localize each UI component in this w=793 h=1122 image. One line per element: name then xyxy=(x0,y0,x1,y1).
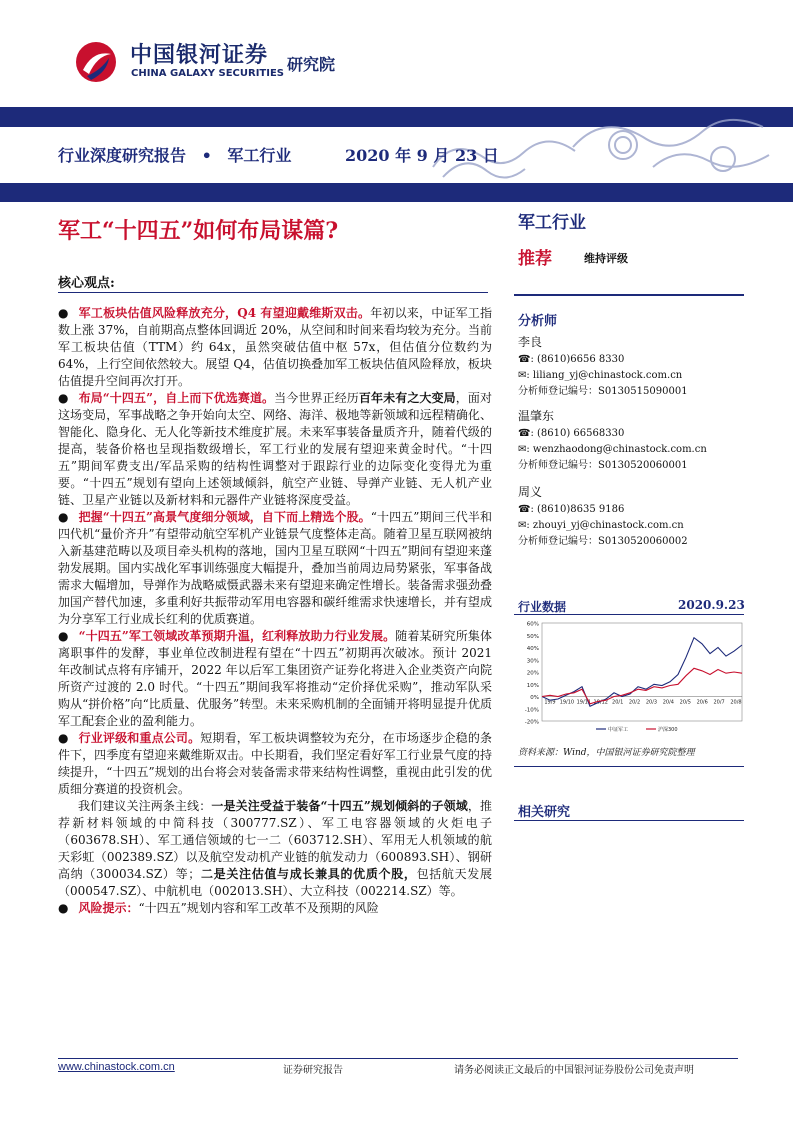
report-industry: 军工行业 xyxy=(227,146,292,165)
paragraph-text: ，推荐新材料领域的中简科技（300777.SZ）、军工电容器领域的火炬电子（603678.SH）、军工通信领域的七一二（603712.SH）、军用无人机领域的航天彩虹（002389.SZ）以及航空发动机产业链的航发动力（600893.SH）、钢研高纳（300034.SZ）等； xyxy=(58,799,492,881)
y-tick-label: 60% xyxy=(526,621,539,628)
analyst-name: 周义 xyxy=(518,485,543,499)
paragraph-text: ，面对这场变局，军事战略之争开始向太空、网络、海洋、极地等新领域和远程精确化、智能化、隐身化、无人化等新技术维度扩展。未来军事装备量质齐升，随着代级的提高，装备价格也呈现指数级增长，军工行业的发展有望迎来黄金时代。“十四五”期间军费支出/军品采购的结构性调整对于跟踪行业的边际变化变得尤为重要。“十四五”规划有望向上述领域倾斜，航空产业链、导弹产业链、无人机产业链、卫星产业链以及新材料和元器件产业链将深度受益。 xyxy=(58,391,492,507)
analyst-card xyxy=(518,332,744,400)
y-tick-label: 0% xyxy=(530,695,539,701)
y-tick-label: 10% xyxy=(526,682,539,689)
market-divider xyxy=(514,614,744,615)
paragraph-lead: 风险提示： xyxy=(78,901,139,915)
y-tick-label: 20% xyxy=(526,670,539,677)
analyst-card xyxy=(518,482,744,550)
report-type: 行业深度研究报告 xyxy=(58,146,187,165)
paragraph-text: 包括航天发展（000547.SZ）、中航机电（002013.SH）、大立科技（002214.SZ）等。 xyxy=(58,867,492,898)
analyst-registration: 分析师登记编号：S0130520060002 xyxy=(518,536,688,547)
analyst-registration: 分析师登记编号：S0130520060001 xyxy=(518,460,688,471)
x-tick-label: 20/6 xyxy=(696,699,708,706)
source-divider xyxy=(514,766,744,767)
paragraph-segments xyxy=(58,509,492,628)
x-tick-label: 19/12 xyxy=(593,699,608,706)
footer-website-link[interactable]: www.chinastock.com.cn xyxy=(58,1061,175,1073)
sidebar-industry: 军工行业 xyxy=(518,213,586,233)
header-logo xyxy=(55,34,365,92)
y-tick-label: 30% xyxy=(526,658,539,665)
sidebar-rating: 推荐 xyxy=(518,249,552,269)
paragraph-picks xyxy=(58,798,492,900)
y-tick-label: -10% xyxy=(524,707,539,714)
footer-report-label: 证券研究报告 xyxy=(283,1065,343,1076)
x-tick-label: 20/8 xyxy=(730,699,742,706)
sidebar-divider xyxy=(514,294,744,296)
analyst-name: 李良 xyxy=(518,335,543,349)
paragraph-text: 当今世界正经历 xyxy=(274,391,359,405)
bullet: ● xyxy=(58,391,69,405)
legend-label: 中证军工 xyxy=(608,727,629,733)
x-tick-label: 20/7 xyxy=(713,699,725,706)
galaxy-logo-icon xyxy=(75,40,117,84)
bullet: ● xyxy=(58,731,69,745)
paragraph-rating xyxy=(58,730,492,798)
paragraph-text: 年初以来，中证军工指数上涨 37%，自前期高点整体回调近 20%，从空间和时间来看均较为充分。当前军工板块估值（TTM）约 64x，虽然突破估值中枢 57x，但估值分位数约为 64%，上行空间依然较大。展望 Q4，估值切换叠加军工板块估值风险释放，板块估值提升空间再次打开。 xyxy=(58,306,492,388)
banner-separator: • xyxy=(201,146,212,165)
series-line-military-index xyxy=(542,638,742,707)
paragraph-risk xyxy=(58,900,492,917)
analyst-email[interactable]: ✉: zhouyi_yj@chinastock.com.cn xyxy=(518,520,684,531)
chart-source: 资料来源：Wind，中国银河证券研究院整理 xyxy=(518,748,695,758)
analyst-phone: ☎: (8610)6656 8330 xyxy=(518,354,625,365)
page-title: 军工“十四五”如何布局谋篇? xyxy=(58,218,339,244)
analyst-phone: ☎: (8610) 66568330 xyxy=(518,428,625,439)
x-tick-label: 20/5 xyxy=(679,699,691,706)
market-data-date: 2020.9.23 xyxy=(678,598,745,612)
x-tick-label: 20/4 xyxy=(662,699,674,706)
x-tick-label: 20/2 xyxy=(628,699,641,706)
paragraph-lead: “十四五”军工领域改革预期升温，红利释放助力行业发展。 xyxy=(78,629,396,643)
analyst-heading: 分析师 xyxy=(518,314,558,329)
report-date: 2020 年 9 月 23 日 xyxy=(345,146,499,165)
footer-disclaimer: 请务必阅读正文最后的中国银河证券股份公司免责声明 xyxy=(454,1065,694,1076)
analyst-email[interactable]: ✉: wenzhaodong@chinastock.com.cn xyxy=(518,444,707,455)
logo-chinese-name: 中国银河证券 xyxy=(130,43,269,68)
core-heading: 核心观点: xyxy=(58,276,115,291)
core-divider xyxy=(58,292,488,293)
logo-english-name: CHINA GALAXY SECURITIES xyxy=(131,68,284,79)
x-tick-label: 19/9 xyxy=(544,699,556,706)
paragraph-reform xyxy=(58,628,492,730)
paragraph-text: 短期看，军工板块调整较为充分，在市场逐步企稳的条件下，四季度有望迎来戴维斯双击。中长期看，我们坚定看好军工行业景气度的持续提升，“十四五”规划的出台将会对装备需求带来结构性调整，重视由此引发的优质细分赛道的投资机会。 xyxy=(58,731,492,796)
core-body xyxy=(58,305,492,917)
paragraph-valuation xyxy=(58,305,492,390)
market-data-heading: 行业数据 xyxy=(518,600,567,614)
market-chart xyxy=(516,617,746,735)
series-line-csi300 xyxy=(542,668,742,704)
bullet: ● xyxy=(58,901,69,915)
x-tick-label: 20/1 xyxy=(612,699,624,706)
y-tick-label: -20% xyxy=(524,719,539,726)
x-tick-label: 19/11 xyxy=(576,699,592,706)
paragraph-lead: 布局“十四五”，自上而下优选赛道。 xyxy=(78,391,275,405)
analyst-name: 温肇东 xyxy=(518,409,555,423)
paragraph-text: “十四五”期间三代半和四代机“量价齐升”有望带动航空军机产业链景气度整体走高。随着卫星互联网被纳入新基建范畴以及项目牵头机构的落地，国内卫星互联网“十四五”期间有望迎来蓬勃发展期。国内实战化军事训练强度大幅提升，叠加当前周边局势紧张，军事备战需求大幅增加，导弹作为战略威慑武器未来有望迎来确定性增长。装备需求强劲叠加国产替代加速，多重利好共振带动军用电容器和碳纤维需求快速增长，并有望成为分享军工行业成长红利的优质赛道。 xyxy=(58,510,492,626)
paragraph-text: 我们建议关注两条主线： xyxy=(78,799,212,813)
paragraph-lead: 军工板块估值风险释放充分，Q4 有望迎戴维斯双击。 xyxy=(78,306,371,320)
analyst-email[interactable]: ✉: liliang_yj@chinastock.com.cn xyxy=(518,370,683,381)
y-tick-label: 50% xyxy=(526,633,539,640)
plot-frame xyxy=(542,623,742,721)
footer-divider xyxy=(58,1058,738,1059)
analyst-card xyxy=(518,406,744,474)
x-tick-label: 20/3 xyxy=(645,699,658,706)
legend-label: 沪深300 xyxy=(658,727,678,733)
paragraph-lead: 把握“十四五”高景气度细分领域，自下而上精选个股。 xyxy=(78,510,371,524)
related-research-heading: 相关研究 xyxy=(518,805,571,820)
paragraph-layout xyxy=(58,390,492,509)
bullet: ● xyxy=(58,510,69,524)
paragraph-text: “十四五”规划内容和军工改革不及预期的风险 xyxy=(138,901,379,915)
paragraph-bold: 百年未有之大变局 xyxy=(358,391,456,405)
x-tick-label: 19/10 xyxy=(559,699,575,706)
header-banner xyxy=(0,107,793,202)
logo-department: 研究院 xyxy=(287,55,336,74)
paragraph-text: 随着某研究所集体离职事件的发酵，事业单位改制进程有望在“十四五”初期再次破冰。预计 2021 年改制试点将有序铺开，2022 年以后军工集团资产证券化将进入企业类资产向院所资产过渡的 2.0 时代。“十四五”期间我军将推动“定价择优采购”，推动军队采购从“拼价格”向“比质量、优服务”转型。未来采购机制的全面铺开将明显提升优质军工配套企业的盈利能力。 xyxy=(58,629,492,728)
related-divider xyxy=(514,820,744,821)
bullet: ● xyxy=(58,306,69,320)
paragraph-lead: 行业评级和重点公司。 xyxy=(78,731,201,745)
y-tick-label: 40% xyxy=(526,646,539,652)
banner-line xyxy=(58,143,499,166)
analyst-phone: ☎: (8610)8635 9186 xyxy=(518,504,625,515)
bullet: ● xyxy=(58,629,69,643)
sidebar-rating-note: 维持评级 xyxy=(584,252,628,265)
paragraph-bold: 一是关注受益于装备“十四五”规划倾斜的子领域 xyxy=(211,799,468,813)
analyst-registration: 分析师登记编号：S0130515090001 xyxy=(518,386,688,397)
paragraph-bold: 二是关注估值与成长兼具的优质个股， xyxy=(200,867,417,881)
